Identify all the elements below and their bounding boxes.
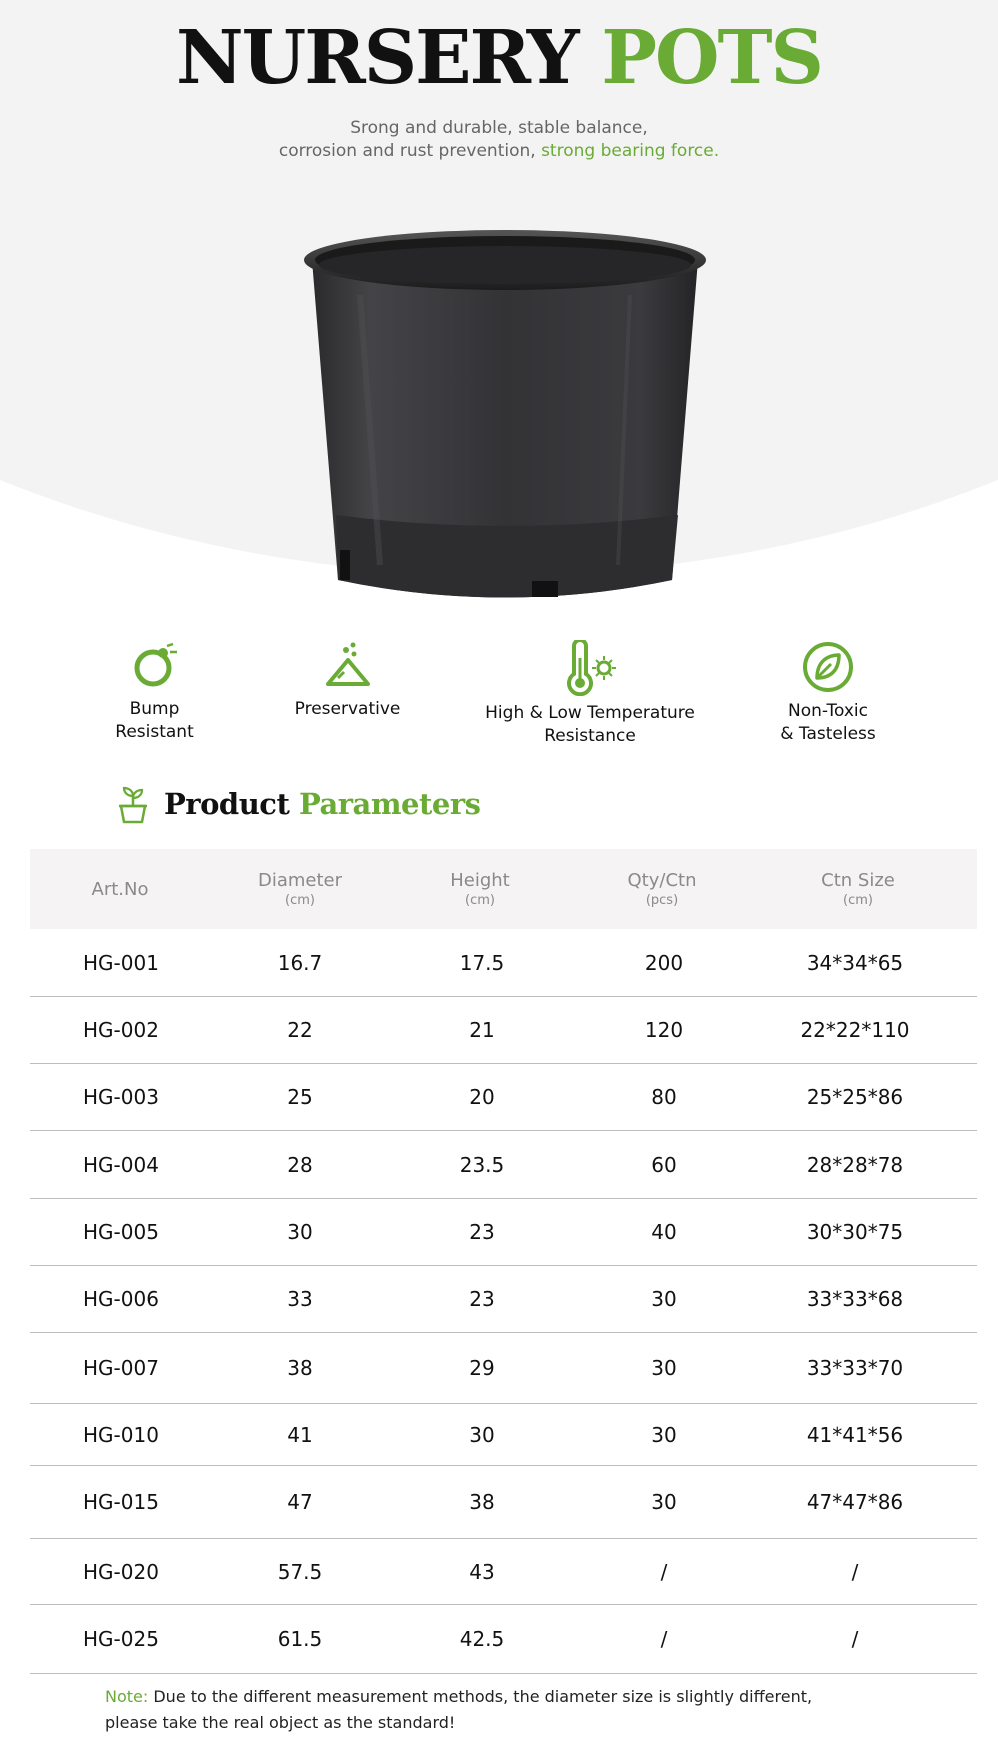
table-cell: 33: [287, 1287, 313, 1311]
table-row: [30, 1466, 977, 1539]
table-cell: HG-025: [83, 1627, 159, 1651]
table-cell: 43: [469, 1559, 495, 1584]
subtitle: [0, 117, 998, 163]
bump-icon: [129, 640, 181, 692]
table-row: [30, 1064, 977, 1131]
feature-line-1: High & Low Temperature: [485, 703, 695, 723]
table-cell: 28: [287, 1152, 313, 1177]
table-row: [30, 929, 977, 997]
table-cell: 16.7: [277, 950, 323, 975]
table-cell: 25*25*86: [806, 1085, 904, 1109]
feature-line-2: Resistant: [115, 722, 194, 742]
table-cell: 30: [651, 1356, 677, 1380]
table-cell: 23: [469, 1287, 495, 1311]
table-cell: 20: [469, 1085, 495, 1109]
feature-line-2: Resistance: [544, 726, 636, 746]
table-cell: 38: [469, 1490, 495, 1514]
table-cell: 34*34*65: [806, 950, 904, 975]
parameters-title-black: Product: [164, 787, 290, 821]
column-header-label: Ctn Size: [821, 870, 895, 891]
table-cell: HG-001: [83, 950, 159, 975]
subtitle-highlight: strong bearing force.: [541, 141, 720, 161]
column-header: [743, 849, 973, 929]
table-cell: 60: [651, 1152, 677, 1177]
parameters-title-green: Parameters: [298, 787, 481, 821]
column-header-unit: (pcs): [645, 893, 679, 908]
table-cell: 200: [644, 950, 684, 975]
table-cell: /: [851, 1627, 859, 1651]
preservative-icon: [322, 640, 374, 692]
table-cell: 120: [644, 1018, 684, 1042]
table-cell: HG-005: [83, 1220, 159, 1244]
table-cell: 47: [287, 1490, 313, 1514]
table-cell: HG-020: [83, 1559, 159, 1584]
plant-pot-icon: [116, 784, 150, 824]
thermometer-sun-icon: [560, 640, 620, 696]
table-cell: 30*30*75: [806, 1220, 904, 1244]
table-row: [30, 1131, 977, 1199]
parameters-table: [30, 849, 977, 1674]
feature-line-2: & Tasteless: [780, 724, 876, 744]
column-header: [380, 849, 580, 929]
table-header: [30, 849, 977, 929]
table-cell: 42.5: [459, 1627, 505, 1651]
feature-temperature-resistance: [470, 640, 710, 748]
note-label: Note:: [105, 1687, 149, 1706]
column-header-unit: (cm): [465, 893, 495, 908]
table-row: [30, 1404, 977, 1466]
column-header-unit: (cm): [843, 893, 873, 908]
table-cell: 23: [469, 1220, 495, 1244]
table-cell: /: [660, 1627, 668, 1651]
table-cell: 41: [287, 1422, 313, 1447]
table-row: [30, 997, 977, 1064]
feature-line-1: Preservative: [294, 699, 401, 719]
parameters-title: [164, 787, 480, 821]
note: [105, 1684, 925, 1736]
table-cell: 28*28*78: [806, 1152, 904, 1177]
table-cell: 30: [651, 1422, 677, 1447]
table-row: [30, 1605, 977, 1674]
column-header: [30, 849, 210, 929]
note-line-2: please take the real object as the standard!: [105, 1713, 456, 1732]
table-cell: /: [851, 1559, 859, 1584]
table-cell: 61.5: [277, 1627, 323, 1651]
table-row: [30, 1199, 977, 1266]
leaf-icon: [801, 640, 855, 694]
table-cell: HG-007: [83, 1356, 159, 1380]
feature-list: [0, 640, 998, 760]
table-cell: 17.5: [459, 950, 505, 975]
table-cell: 30: [287, 1220, 313, 1244]
column-header: [562, 849, 762, 929]
feature-bump-resistant: [92, 640, 217, 744]
table-row: [30, 1539, 977, 1605]
table-cell: 80: [651, 1085, 677, 1109]
table-cell: 33*33*68: [806, 1287, 904, 1311]
column-header-label: Art.No: [91, 878, 149, 900]
table-cell: HG-006: [83, 1287, 159, 1311]
title-green: POTS: [601, 15, 822, 101]
table-cell: HG-002: [83, 1018, 159, 1042]
column-header-unit: (cm): [285, 893, 315, 908]
subtitle-line-1: Srong and durable, stable balance,: [350, 118, 648, 138]
subtitle-line-2-text: corrosion and rust prevention,: [278, 141, 536, 161]
feature-non-toxic: [758, 640, 898, 746]
feature-line-1: Non-Toxic: [788, 701, 868, 721]
table-cell: 22*22*110: [800, 1018, 910, 1042]
product-parameters-heading: [116, 782, 480, 826]
subtitle-line-2: [0, 140, 998, 163]
table-cell: HG-004: [83, 1152, 159, 1177]
note-text: Due to the different measurement methods, the diameter size is slightly different,: [153, 1687, 813, 1706]
table-cell: 47*47*86: [806, 1490, 904, 1514]
table-cell: 30: [651, 1287, 677, 1311]
table-cell: HG-010: [83, 1422, 159, 1447]
table-cell: 22: [287, 1018, 313, 1042]
column-header: [200, 849, 400, 929]
column-header-label: Height: [450, 870, 510, 891]
table-cell: HG-003: [83, 1085, 159, 1109]
feature-preservative: [275, 640, 420, 721]
table-cell: 41*41*56: [806, 1422, 904, 1447]
table-row: [30, 1333, 977, 1404]
table-cell: 33*33*70: [806, 1356, 904, 1380]
page-title: [0, 15, 998, 101]
table-cell: 25: [287, 1085, 313, 1109]
table-cell: 38: [287, 1356, 313, 1380]
table-cell: 23.5: [459, 1152, 505, 1177]
table-cell: HG-015: [83, 1490, 159, 1514]
nursery-pot-image: [300, 215, 710, 620]
table-cell: 21: [469, 1018, 495, 1042]
table-cell: 30: [469, 1422, 495, 1447]
table-cell: 29: [469, 1356, 495, 1380]
column-header-label: Qty/Ctn: [627, 870, 697, 891]
title-black: NURSERY: [176, 15, 578, 101]
table-cell: 57.5: [277, 1559, 323, 1584]
table-cell: /: [660, 1559, 668, 1584]
table-body: [30, 929, 977, 1674]
table-cell: 40: [651, 1220, 677, 1244]
table-row: [30, 1266, 977, 1333]
note-line-1: [105, 1684, 925, 1710]
feature-line-1: Bump: [129, 699, 180, 719]
column-header-label: Diameter: [257, 870, 343, 891]
table-cell: 30: [651, 1490, 677, 1514]
